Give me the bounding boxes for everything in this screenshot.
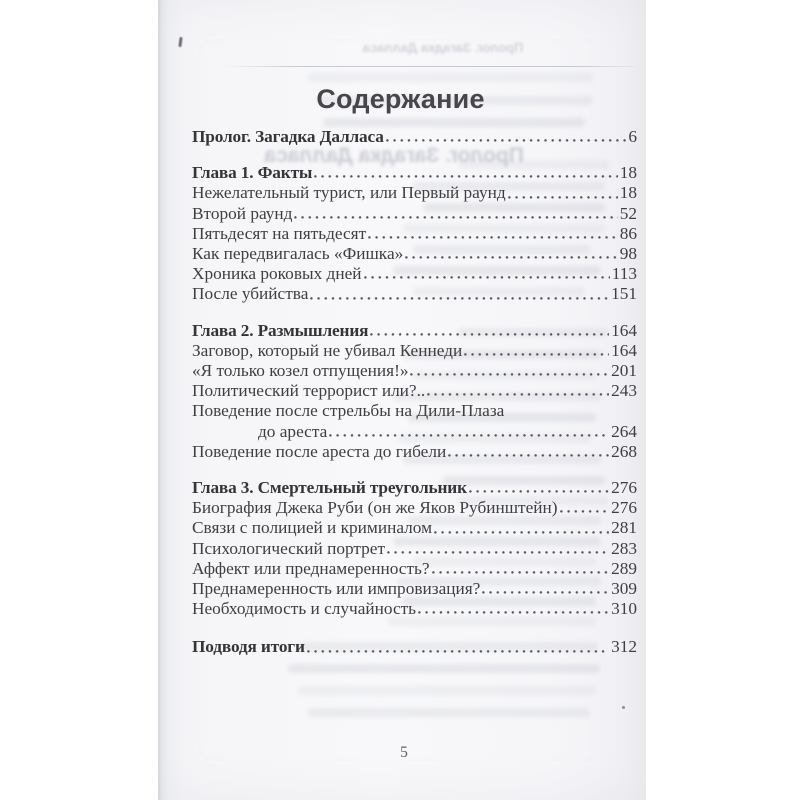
toc-entry-page: 164 (611, 340, 637, 360)
toc-entry-label: Аффект или преднамеренность? (192, 558, 430, 578)
toc-entry-label: Как передвигалась «Фишка» (192, 244, 404, 264)
toc-entry-label: Пролог. Загадка Далласа (192, 127, 384, 146)
toc-entry-label: Глава 2. Размышления (192, 320, 369, 340)
toc-entry (192, 401, 637, 421)
toc-entry (192, 127, 637, 147)
table-of-contents (192, 127, 637, 658)
toc-entry-label: Глава 1. Факты (192, 163, 313, 183)
dot-leader (364, 276, 610, 281)
toc-entry (192, 204, 637, 224)
dot-leader (464, 353, 609, 358)
toc-entry (192, 478, 637, 498)
toc-entry-page: 268 (611, 441, 637, 461)
toc-entry-label: Заговор, который не убивал Кеннеди (192, 340, 463, 360)
toc-entry (192, 264, 637, 284)
dot-leader (427, 393, 609, 398)
page-title: Содержание (316, 84, 485, 114)
dot-leader (386, 139, 627, 144)
toc-entry (192, 637, 637, 657)
bleed-through-line (298, 686, 596, 695)
toc-entry-label: до ареста (258, 421, 328, 441)
toc-entry (192, 361, 637, 381)
toc-entry-page: 281 (611, 518, 637, 538)
toc-entry-label: Преднамеренность или импровизация? (192, 579, 481, 599)
bleed-through-chapter-title-text: Пролог. Загадка Далласа (264, 144, 524, 167)
dot-leader (410, 373, 609, 378)
toc-entry-page: 276 (611, 478, 637, 498)
dot-leader (307, 650, 609, 655)
toc-entry (192, 539, 637, 559)
dot-leader (368, 236, 618, 241)
toc-entry-label: Пятьдесят на пятьдесят (192, 223, 367, 243)
toc-entry-page: 164 (611, 320, 637, 340)
toc-entry-page: 283 (611, 538, 637, 558)
toc-entry (192, 321, 637, 341)
toc-entry-label: Глава 3. Смертельный треугольник (192, 478, 467, 498)
toc-entry-label: Второй раунд (192, 203, 293, 223)
dot-leader (508, 196, 618, 201)
toc-entry-page: 52 (619, 203, 637, 223)
toc-entry (192, 599, 637, 619)
toc-entry-page: 201 (611, 361, 637, 381)
dot-leader (314, 175, 617, 180)
toc-entry-label: Поведение после ареста до гибели (192, 441, 447, 461)
toc-entry (192, 442, 637, 462)
toc-entry (192, 559, 637, 579)
dot-leader (370, 333, 609, 338)
bleed-through-running-head-text: Пролог. Загадка Далласа (362, 40, 524, 55)
dot-leader (294, 216, 617, 221)
toc-entry (192, 518, 637, 538)
toc-entry-label: Политический террорист или?.. (192, 381, 426, 401)
print-speck (622, 706, 625, 709)
bleed-through-line (288, 664, 600, 673)
toc-entry-label: Хроника роковых дней (192, 264, 362, 284)
toc-entry-page: 243 (611, 381, 637, 401)
toc-entry-page: 86 (619, 223, 637, 243)
toc-entry-page: 18 (619, 163, 637, 183)
toc-entry-page: 312 (611, 637, 637, 657)
dot-leader (506, 414, 636, 419)
toc-entry-page: 98 (619, 244, 637, 264)
toc-entry-page: 310 (611, 599, 637, 619)
toc-entry-label: Биография Джека Руби (он же Яков Рубинштейн) (192, 498, 558, 518)
dot-leader (329, 434, 609, 439)
bleed-through-line (308, 73, 593, 82)
toc-entry-page: 309 (611, 579, 637, 599)
toc-entry-page: 151 (611, 284, 637, 304)
toc-entry-page: 276 (611, 498, 637, 518)
toc-entry (192, 284, 637, 304)
toc-entry-page: 264 (611, 421, 637, 441)
dot-leader (482, 591, 609, 596)
dot-leader (448, 454, 609, 459)
toc-entry (192, 244, 637, 264)
toc-entry (192, 422, 637, 442)
toc-entry-page: 289 (611, 558, 637, 578)
toc-entry-label: «Я только козел отпущения!» (192, 361, 409, 381)
dot-leader (418, 611, 609, 616)
page-number: 5 (400, 744, 408, 761)
dot-leader (405, 256, 617, 261)
toc-entry-page: 6 (628, 127, 637, 146)
toc-entry-label: Подводя итоги (192, 637, 305, 657)
bleed-through-line (308, 708, 590, 717)
toc-entry-label: Связи с полицией и криминалом (192, 518, 433, 538)
toc-entry-label: Необходимость и случайность (192, 599, 417, 619)
toc-entry (192, 341, 637, 361)
bleed-through-line (323, 118, 585, 127)
toc-entry-page: 18 (619, 183, 637, 203)
toc-entry-label: Психологический портрет (192, 538, 385, 558)
toc-entry (192, 183, 637, 203)
toc-entry (192, 163, 637, 183)
toc-entry-label: Нежелательный турист, или Первый раунд (192, 183, 506, 203)
running-head-rule (222, 66, 634, 67)
book-page-photo (158, 0, 646, 800)
toc-entry (192, 498, 637, 518)
dot-leader (560, 510, 610, 515)
dot-leader (310, 297, 609, 302)
print-speck (178, 37, 182, 47)
toc-entry (192, 579, 637, 599)
toc-entry (192, 224, 637, 244)
dot-leader (387, 551, 609, 556)
dot-leader (469, 490, 609, 495)
toc-entry-label: После убийства (192, 284, 309, 304)
dot-leader (434, 531, 609, 536)
dot-leader (432, 571, 610, 576)
toc-entry-label: Поведение после стрельбы на Дили-Плаза (192, 401, 505, 421)
toc-entry-page: 113 (611, 264, 637, 284)
toc-entry (192, 381, 637, 401)
